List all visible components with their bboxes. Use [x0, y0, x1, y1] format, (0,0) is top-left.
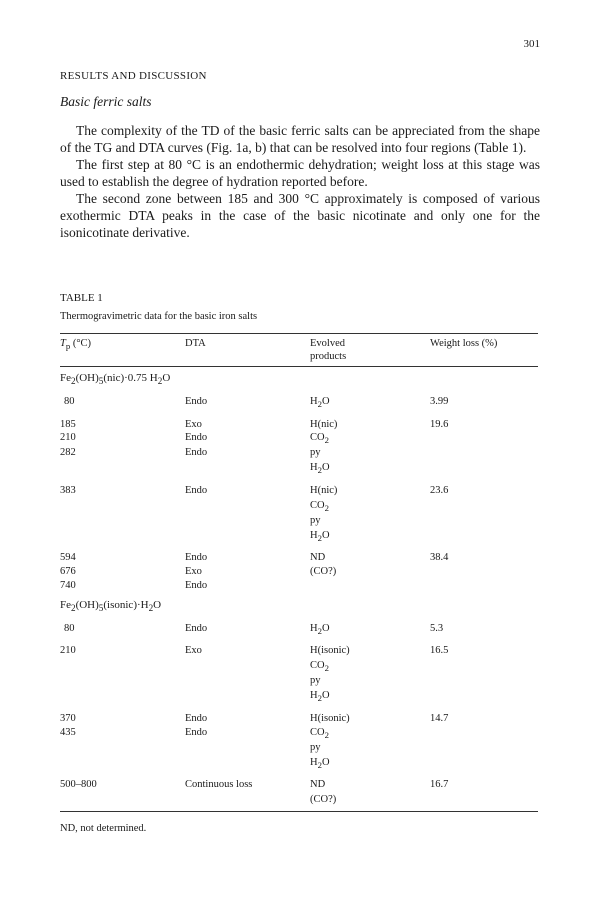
header-evolved-line1: Evolved — [310, 338, 345, 349]
table-cell: $H_2O$ — [310, 623, 330, 637]
table-cell: Endo — [185, 447, 208, 458]
table-cell: py — [310, 675, 321, 686]
table-cell: ND — [310, 552, 326, 563]
table-cell: py — [310, 742, 321, 753]
table-cell: 210 — [60, 645, 76, 656]
subsection-heading: Basic ferric salts — [60, 94, 152, 109]
table-cell: 383 — [60, 485, 76, 496]
table-cell: 23.6 — [430, 485, 449, 496]
table-cell: $H_2O$ — [310, 396, 330, 410]
table-cell: 16.5 — [430, 645, 449, 656]
table-cell: $CO_2$ — [310, 432, 329, 446]
page-number: 301 — [523, 38, 540, 50]
table-cell: 676 — [60, 566, 76, 577]
table-footnote: ND, not determined. — [60, 823, 147, 834]
table-cell: 19.6 — [430, 419, 449, 430]
table-cell: $CO_2$ — [310, 500, 329, 514]
table-cell: $CO_2$ — [310, 727, 329, 741]
table-header-rule — [60, 366, 538, 367]
table-cell: 14.7 — [430, 713, 449, 724]
compound-2-label: $Fe_2(OH)_5(isonic)\cdot H_2O$ — [60, 599, 162, 614]
table-cell: Endo — [185, 623, 208, 634]
table-cell: $H_2O$ — [310, 757, 330, 771]
header-dta: DTA — [185, 338, 206, 349]
table-cell: 740 — [60, 580, 76, 591]
table-cell: 80 — [64, 396, 75, 407]
header-weight-loss: Weight loss (%) — [430, 338, 498, 349]
table-cell: Exo — [185, 566, 202, 577]
table-cell: py — [310, 447, 321, 458]
table-cell: 80 — [64, 623, 75, 634]
table-cell: Endo — [185, 727, 208, 738]
table-cell: Exo — [185, 419, 202, 430]
table-cell: $H_2O$ — [310, 690, 330, 704]
table-cell: 435 — [60, 727, 76, 738]
section-heading: RESULTS AND DISCUSSION — [60, 70, 207, 82]
header-evolved-line2: products — [310, 351, 347, 362]
table-caption: Thermogravimetric data for the basic iron salts — [60, 311, 258, 322]
paragraph-2: The first step at 80 °C is an endothermic dehydration; weight loss at this stage was used to establish the degree of hydration reported before. — [60, 157, 540, 189]
table-cell: 185 — [60, 419, 76, 430]
table-cell: Exo — [185, 645, 202, 656]
table-cell: (CO?) — [310, 566, 337, 577]
table-cell: $H_2O$ — [310, 462, 330, 476]
table-cell: (CO?) — [310, 794, 337, 805]
header-tp: $T_p$ (°C) — [60, 338, 92, 352]
compound-1-label: $Fe_2(OH)_5(nic)\cdot 0.75$ $H_2O$ — [60, 372, 171, 387]
table-cell: ND — [310, 779, 326, 790]
table-cell: H(isonic) — [310, 645, 350, 656]
table-cell: Endo — [185, 713, 208, 724]
body-text — [60, 122, 540, 241]
table-cell: 38.4 — [430, 552, 449, 563]
table-cell: 370 — [60, 713, 76, 724]
table-cell: H(nic) — [310, 485, 338, 496]
table-cell: Continuous loss — [185, 779, 253, 790]
table-cell: Endo — [185, 485, 208, 496]
table-cell: H(nic) — [310, 419, 338, 430]
table-cell: $CO_2$ — [310, 660, 329, 674]
paragraph-1: The complexity of the TD of the basic ferric salts can be appreciated from the shape of the TG and DTA curves (Fig. 1a, b) that can be resolved into four regions (Table 1). — [60, 123, 540, 155]
table-top-rule — [60, 333, 538, 334]
table-cell: 3.99 — [430, 396, 449, 407]
table-cell: 5.3 — [430, 623, 444, 634]
table-title: TABLE 1 — [60, 292, 103, 304]
table-cell: 16.7 — [430, 779, 449, 790]
table-bottom-rule — [60, 811, 538, 812]
table-cell: H(isonic) — [310, 713, 350, 724]
table-cell: Endo — [185, 580, 208, 591]
table-cell: 282 — [60, 447, 76, 458]
table-cell: 210 — [60, 432, 76, 443]
table-cell: 594 — [60, 552, 76, 563]
paragraph-3: The second zone between 185 and 300 °C approximately is composed of various exothermic DTA peaks in the case of the basic nicotinate and only one for the isonicotinate derivative. — [60, 191, 540, 240]
table-cell: py — [310, 515, 321, 526]
table-cell: Endo — [185, 396, 208, 407]
table-cell: Endo — [185, 552, 208, 563]
table-cell: 500–800 — [60, 779, 97, 790]
table-cell: $H_2O$ — [310, 530, 330, 544]
table-cell: Endo — [185, 432, 208, 443]
